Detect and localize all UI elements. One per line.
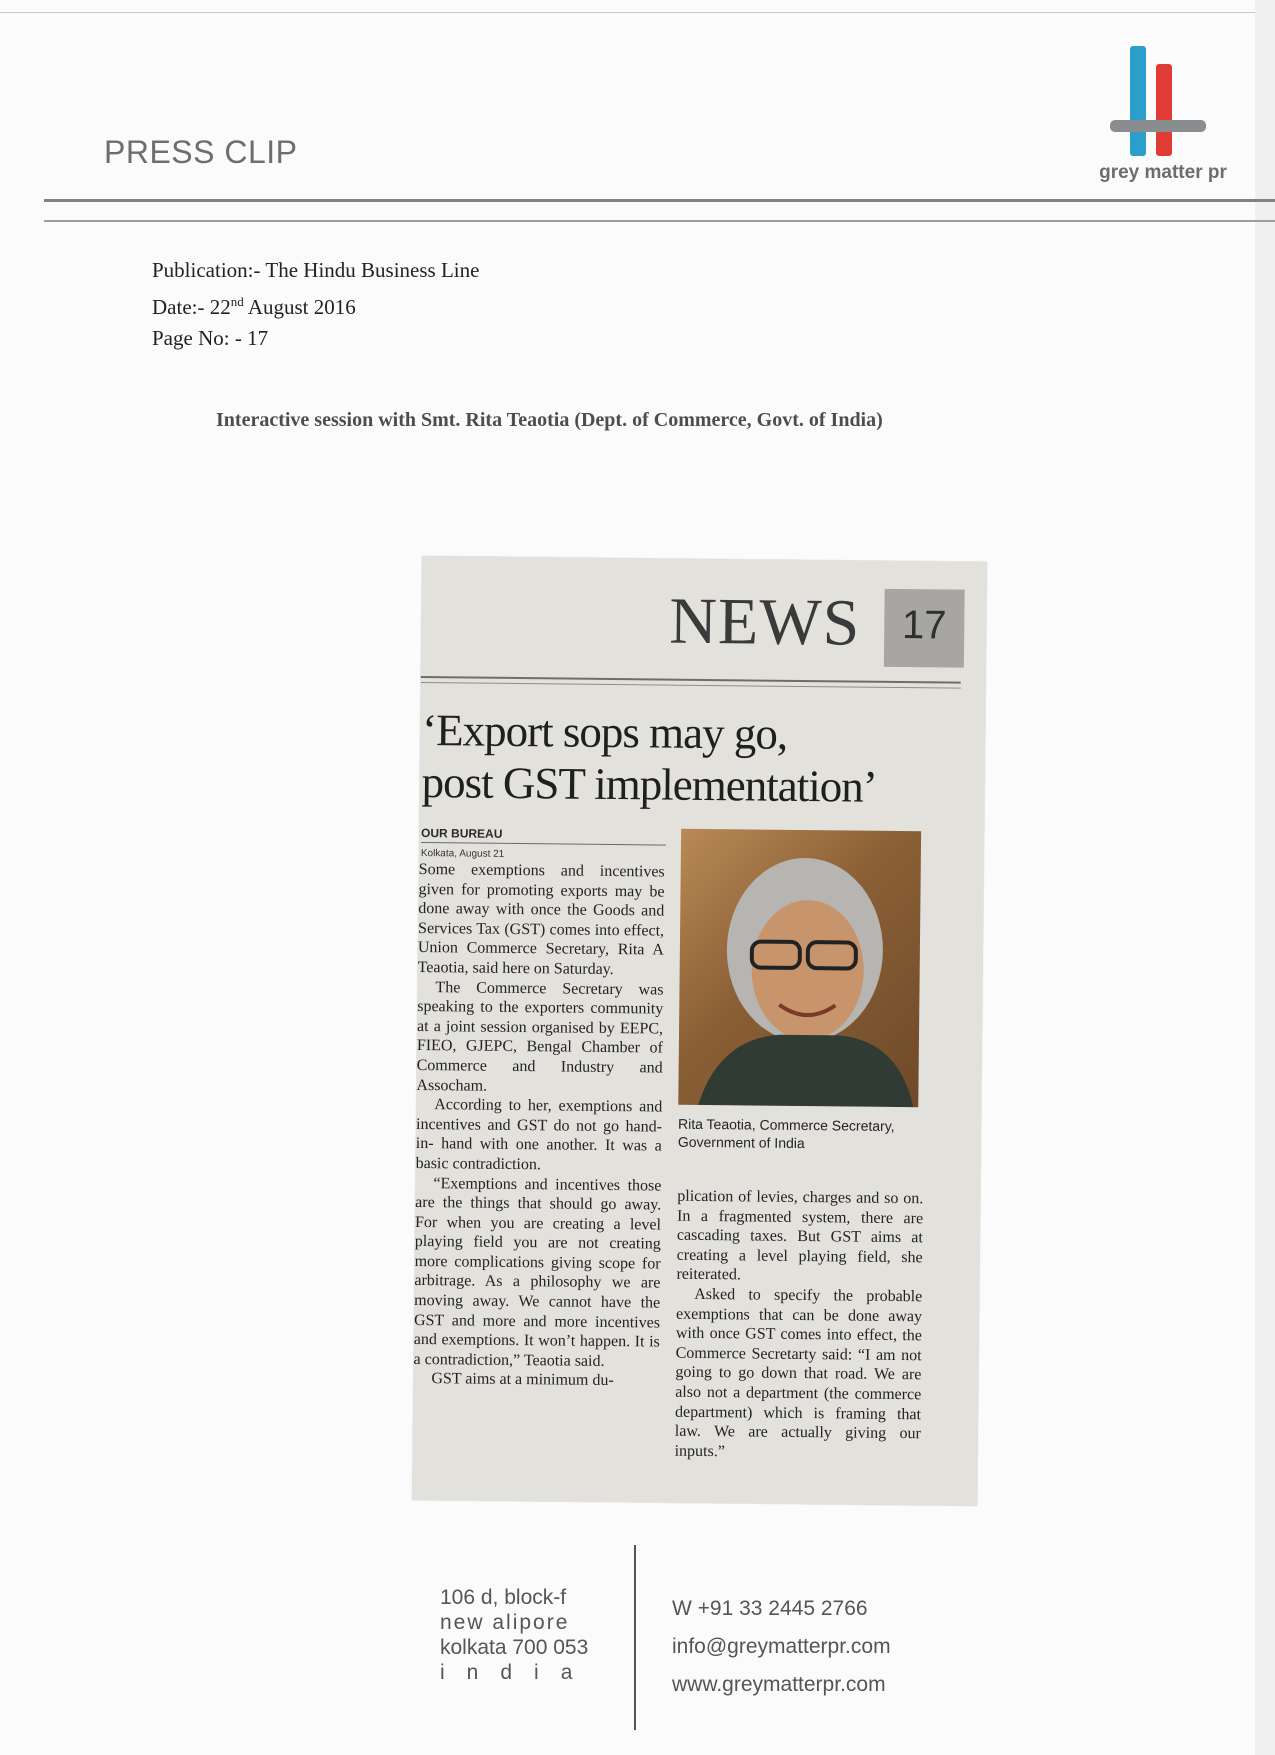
portrait-photo (678, 829, 921, 1107)
footer-divider (634, 1545, 636, 1730)
session-title: Interactive session with Smt. Rita Teaotia (Dept. of Commerce, Govt. of India) (216, 409, 883, 431)
article-column-left (413, 860, 665, 1392)
logo-blue-bar (1130, 46, 1146, 156)
date-label: Date:- (152, 295, 205, 319)
date-line (152, 286, 479, 323)
article-headline (421, 704, 962, 814)
phone-number: W +91 33 2445 2766 (672, 1597, 868, 1620)
section-page-box (884, 589, 965, 668)
page-right-margin (1255, 0, 1275, 1755)
paragraph: Some exemptions and incentives given for promoting exports may be done away with once the Goods and Services Tax (GST) comes into effect, Union Commerce Secretary, Rita A Teaotia, said here on Saturday. (417, 860, 665, 978)
publication-label: Publication:- (152, 258, 261, 282)
section-page-number: 17 (901, 603, 947, 648)
logo-wordmark: grey matter pr (1099, 162, 1227, 183)
photo-caption: Rita Teaotia, Commerce Secretary, Government of India (677, 1115, 895, 1152)
logo-grey-bar (1110, 120, 1206, 132)
section-heading: NEWS (668, 584, 861, 660)
article-column-right (675, 1187, 924, 1464)
website-url: www.greymatterpr.com (672, 1673, 886, 1696)
paragraph: GST aims at a minimum du- (431, 1370, 614, 1390)
portrait-illustration (678, 829, 921, 1107)
header-rule-top (44, 199, 1275, 202)
section-rule-thin (421, 682, 961, 689)
date-day: 22 (209, 295, 231, 319)
address-line-3: kolkata 700 053 (440, 1636, 589, 1659)
publication-line (152, 255, 479, 286)
byline: OUR BUREAU (421, 826, 503, 841)
footer-address (440, 1585, 594, 1685)
paragraph: The Commerce Secretary was speaking to the exporters community at a joint session organised by EEPC, FIEO, GJEPC, Bengal Chamber of Commerce and Industry and Assocham. (416, 978, 664, 1095)
date-rest: August 2016 (247, 295, 356, 319)
clothing-shape (698, 1034, 914, 1107)
byline-rule (421, 842, 666, 846)
header-rule-bottom (44, 220, 1275, 222)
publication-name: The Hindu Business Line (265, 258, 480, 282)
page-label: Page No: - (152, 326, 242, 350)
email-address: info@greymatterpr.com (672, 1635, 891, 1658)
page-number: 17 (247, 326, 269, 350)
paragraph: plication of levies, charges and so on. In a fragmented system, there are cascading taxes. But GST aims at creating a level playing field, she reiterated. (676, 1187, 924, 1284)
address-line-4: india (440, 1661, 595, 1684)
publication-meta (152, 255, 479, 354)
address-line-2: new alipore (440, 1611, 570, 1634)
newspaper-clipping (412, 556, 987, 1506)
footer-contact (672, 1590, 891, 1704)
page-line (152, 323, 479, 354)
date-suffix: nd (230, 294, 244, 309)
paragraph: “Exemptions and incentives those are the things that should go away. For when you are creating a level playing field you are not creating more complications giving scope for arbitrage. As a philosophy we are moving away. We cannot have the GST and more and more incentives and exemptions. It won’t happen. It is a contradiction,” Teaotia said. (413, 1174, 662, 1370)
paragraph: According to her, exemptions and incentives and GST do not go hand-in- hand with one another. It was a basic contradiction. (415, 1096, 663, 1174)
dateline: Kolkata, August 21 (420, 848, 505, 860)
headline-line-2: post GST implementation’ (421, 757, 878, 812)
paragraph: Asked to specify the probable exemptions that can be done away with once GST comes into effect, the Commerce Secretarty said: “I am not going to go down that road. We are also not a department (the commerce department) which is framing that law. We are actually giving our inputs.” (674, 1285, 923, 1460)
top-edge-line (0, 12, 1275, 13)
headline-line-1: ‘Export sops may go, (421, 705, 788, 759)
press-clip-label: PRESS CLIP (104, 134, 298, 170)
address-line-1: 106 d, block-f (440, 1586, 567, 1609)
logo-red-bar (1156, 64, 1172, 156)
